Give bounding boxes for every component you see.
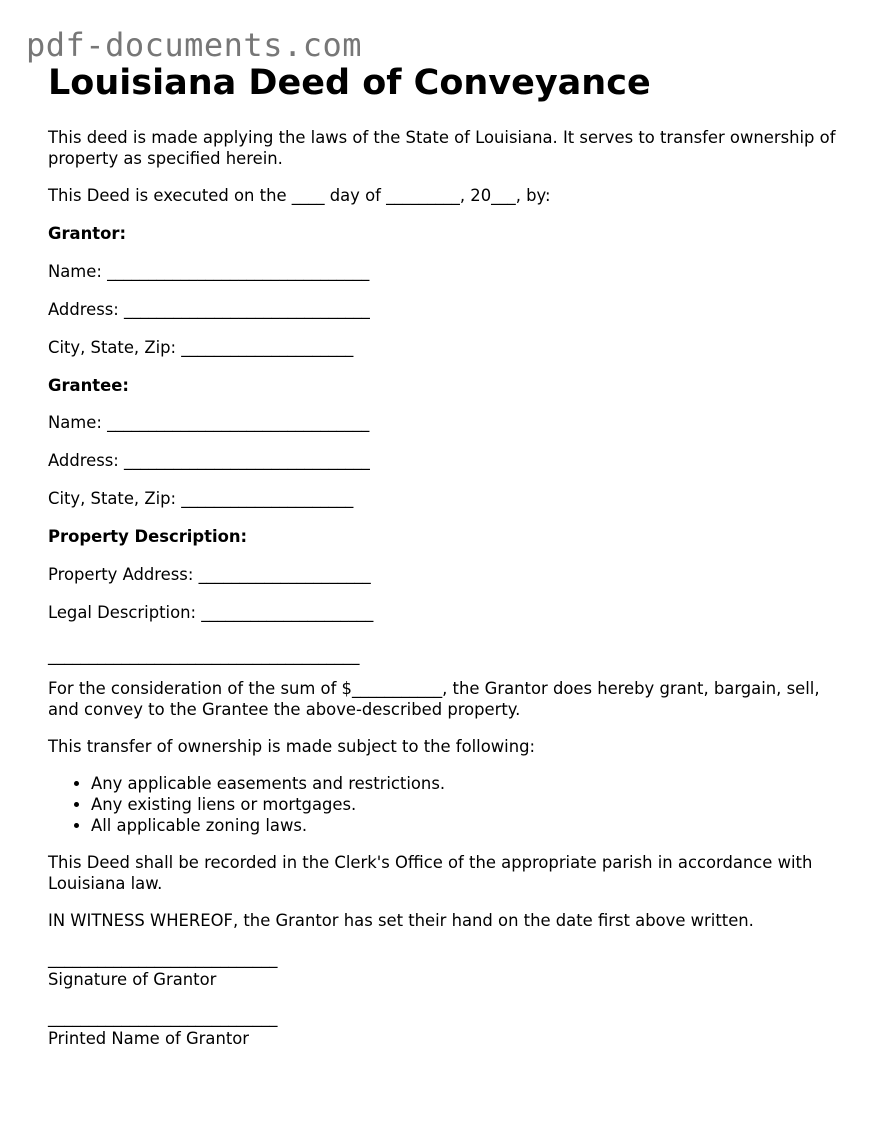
legal-description-field: Legal Description: _____________________: [48, 603, 374, 622]
grantee-address-field: Address: ______________________________: [48, 451, 370, 470]
list-item: • Any existing liens or mortgages.: [91, 794, 445, 815]
grantee-name-field: Name: ________________________________: [48, 413, 370, 432]
grantor-city-field: City, State, Zip: _____________________: [48, 338, 354, 357]
watermark-text: pdf-documents.com: [26, 26, 363, 64]
signature-label: Signature of Grantor: [48, 970, 217, 989]
printed-name-line: ____________________________: [48, 1008, 278, 1027]
execution-date-line: This Deed is executed on the ____ day of _________, 20___, by:: [48, 186, 551, 205]
grantor-address-field: Address: ______________________________: [48, 300, 370, 319]
grantor-heading: Grantor:: [48, 224, 126, 243]
consideration-paragraph: For the consideration of the sum of $___________, the Grantor does hereby grant, bargain, sell, and convey to the Grantee the above-described property.: [48, 679, 820, 719]
recording-paragraph: This Deed shall be recorded in the Clerk's Office of the appropriate parish in accordance with Louisiana law.: [48, 853, 813, 893]
legal-description-blank-line: ______________________________________: [48, 646, 360, 665]
grantee-city-field: City, State, Zip: _____________________: [48, 489, 354, 508]
property-heading: Property Description:: [48, 527, 248, 546]
intro-paragraph: This deed is made applying the laws of the State of Louisiana. It serves to transfer ownership of property as specified herein.: [48, 128, 836, 168]
printed-name-label: Printed Name of Grantor: [48, 1029, 250, 1048]
subject-to-paragraph: This transfer of ownership is made subject to the following:: [48, 737, 536, 756]
list-item: • Any applicable easements and restrictions.: [91, 773, 445, 794]
conditions-list: [48, 773, 445, 836]
signature-line: ____________________________: [48, 949, 278, 968]
list-item: • All applicable zoning laws.: [91, 815, 445, 836]
witness-paragraph: IN WITNESS WHEREOF, the Grantor has set their hand on the date first above written.: [48, 911, 754, 930]
property-address-field: Property Address: _____________________: [48, 565, 371, 584]
grantee-heading: Grantee:: [48, 376, 129, 395]
grantor-name-field: Name: ________________________________: [48, 262, 370, 281]
page-title: Louisiana Deed of Conveyance: [48, 63, 651, 103]
